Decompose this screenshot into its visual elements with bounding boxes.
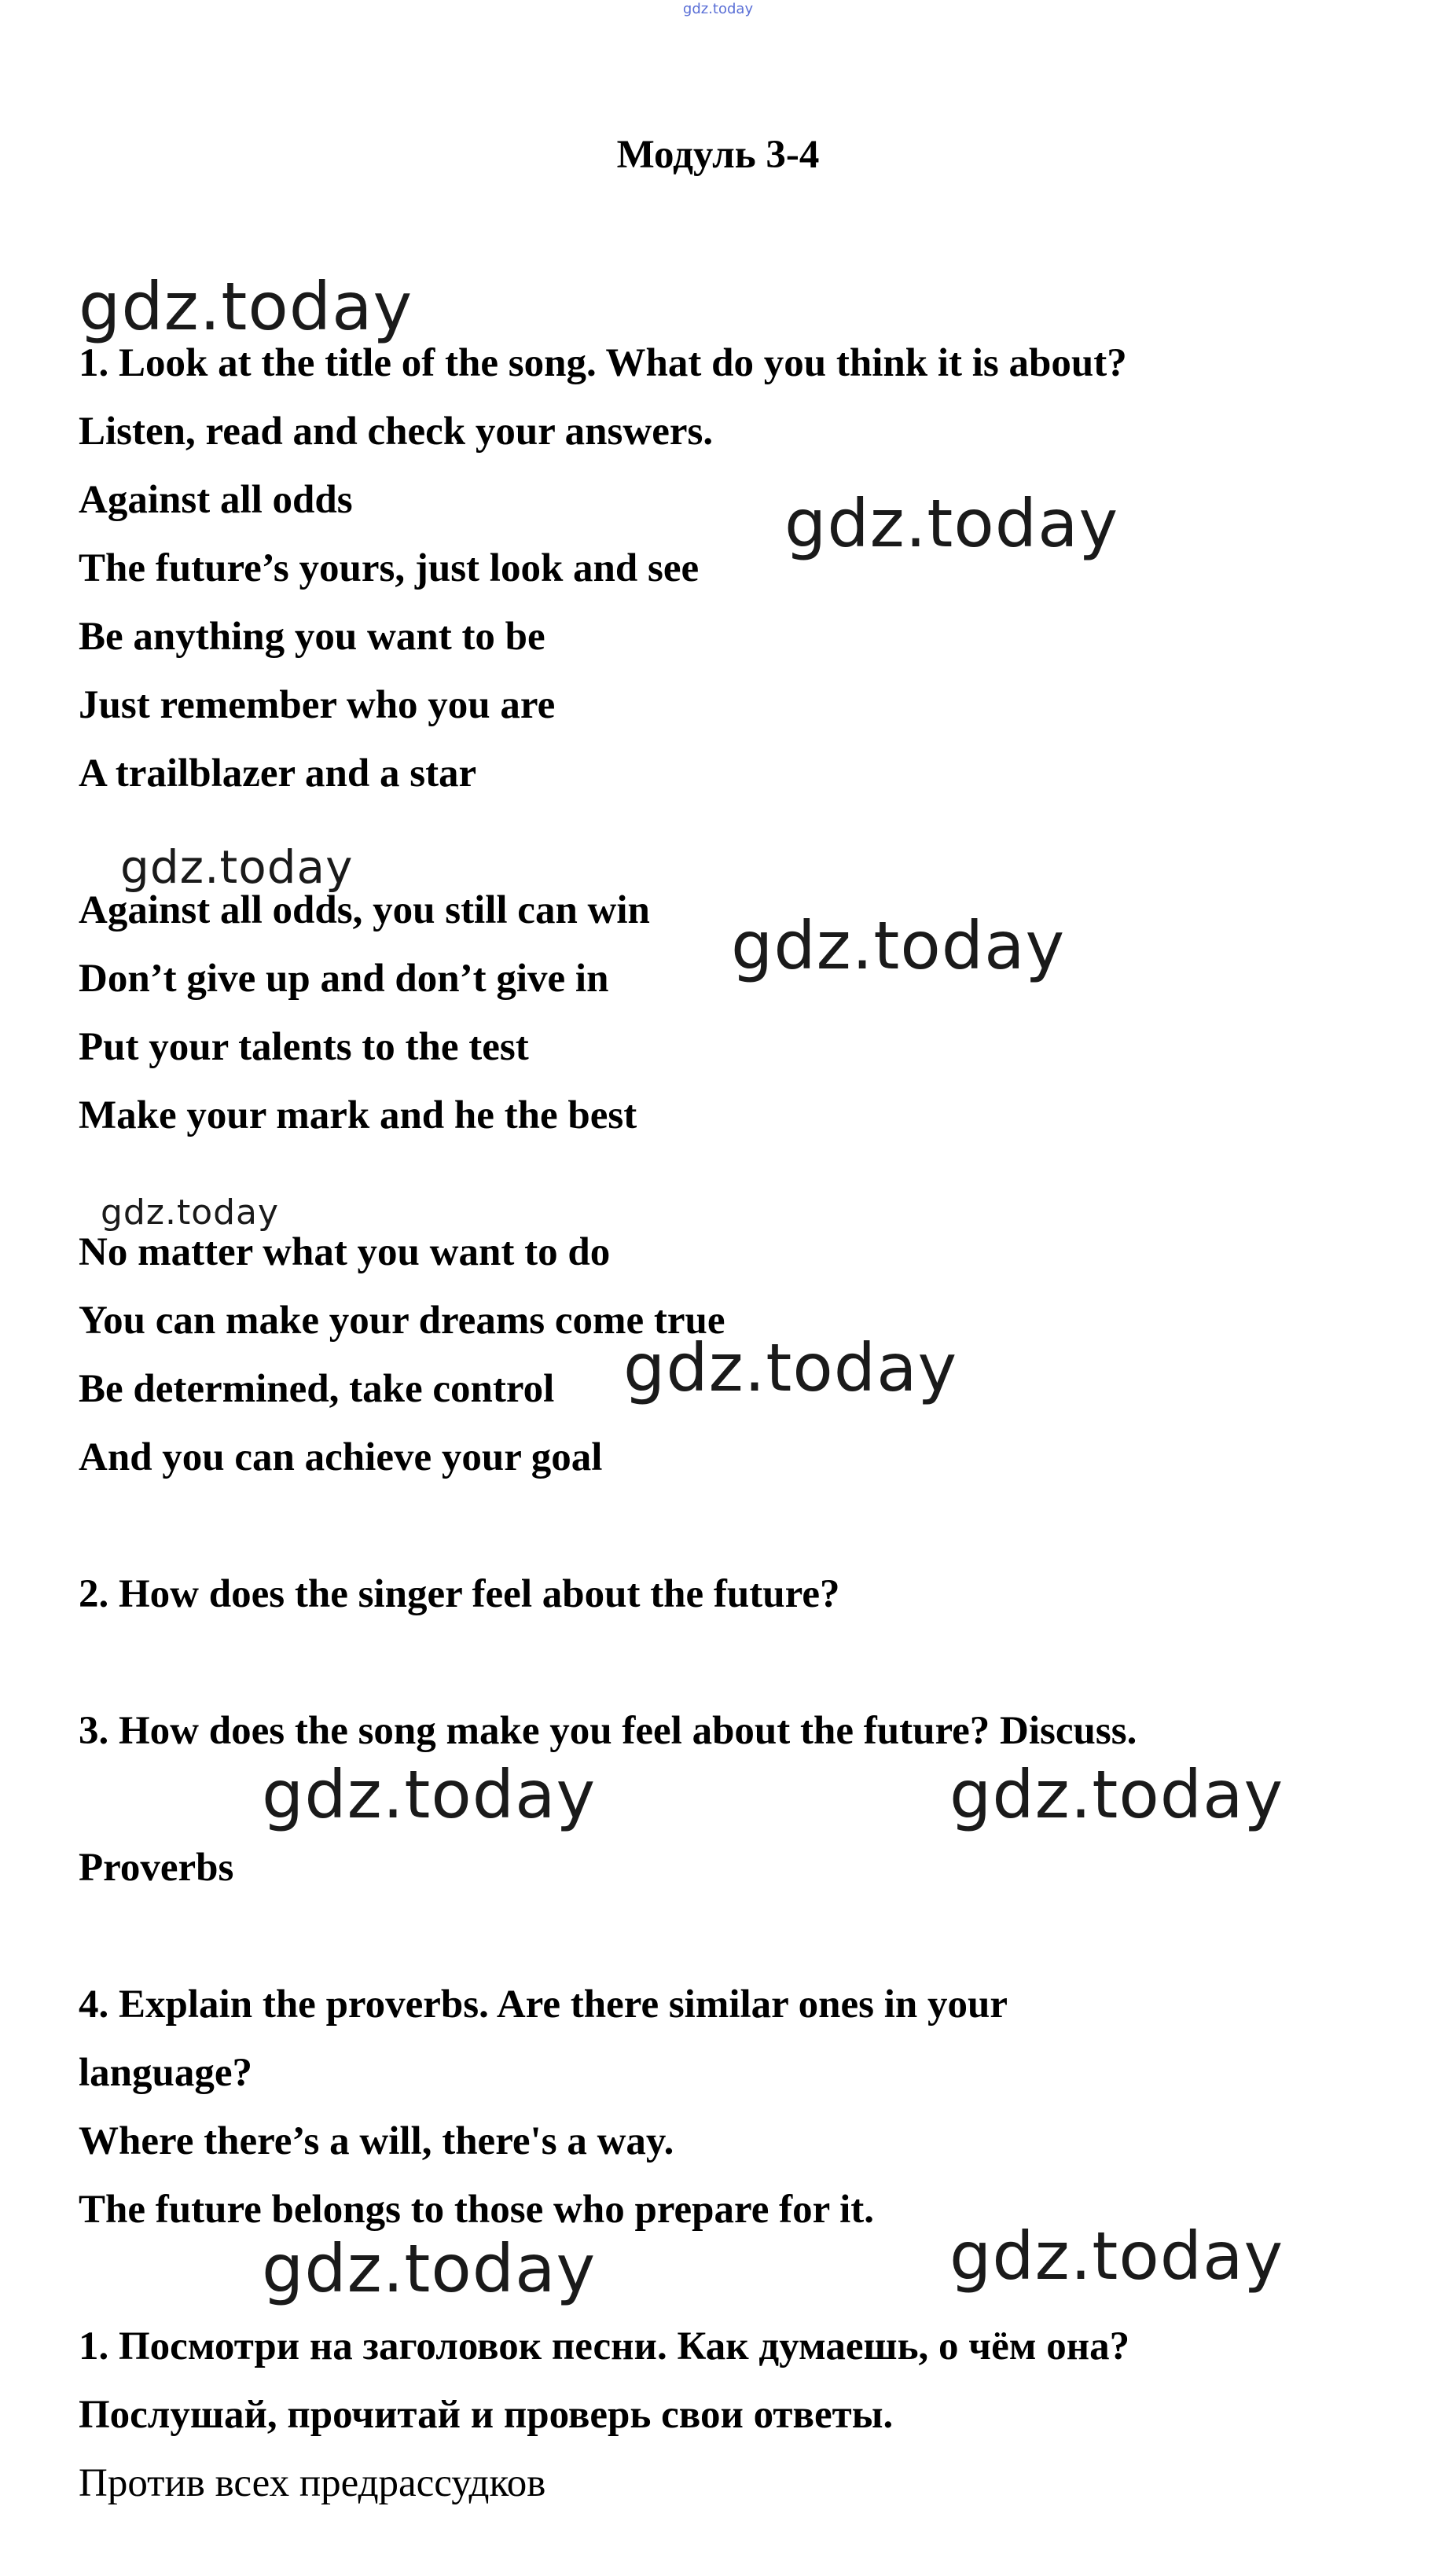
watermark: gdz.today xyxy=(949,1756,1284,1833)
song-title: Against all odds xyxy=(79,478,353,522)
proverb-line: The future belongs to those who prepare for it. xyxy=(79,2188,874,2232)
song-line: No matter what you want to do xyxy=(79,1230,611,1274)
watermark: gdz.today xyxy=(79,268,413,345)
page-title: Модуль 3-4 xyxy=(616,133,820,177)
song-line: Make your mark and he the best xyxy=(79,1093,637,1137)
watermark: gdz.today xyxy=(262,2230,597,2307)
song-line: Just remember who you are xyxy=(79,683,556,727)
song-line: Don’t give up and don’t give in xyxy=(79,957,609,1001)
watermark: gdz.today xyxy=(623,1329,958,1406)
proverbs-heading: Proverbs xyxy=(79,1846,234,1890)
watermark: gdz.today xyxy=(101,1192,280,1233)
translation-instruction-2: Послушай, прочитай и проверь свои ответы. xyxy=(79,2393,894,2437)
exercise-4-question-2: language? xyxy=(79,2051,253,2095)
song-line: The future’s yours, just look and see xyxy=(79,546,700,590)
header-watermark: gdz.today xyxy=(682,1,754,17)
watermark: gdz.today xyxy=(949,2218,1284,2295)
watermark: gdz.today xyxy=(784,485,1119,562)
exercise-1-instruction: 1. Look at the title of the song. What do you think it is about? xyxy=(79,341,1127,385)
song-line: Put your talents to the test xyxy=(79,1025,529,1069)
proverb-line: Where there’s a will, there's a way. xyxy=(79,2119,674,2163)
song-line: Be anything you want to be xyxy=(79,615,545,659)
song-line: Against all odds, you still can win xyxy=(79,888,650,932)
song-line: Be determined, take control xyxy=(79,1367,555,1411)
translation-instruction: 1. Посмотри на заголовок песни. Как думаешь, о чём она? xyxy=(79,2324,1130,2368)
watermark: gdz.today xyxy=(120,840,354,894)
song-line: You can make your dreams come true xyxy=(79,1299,725,1343)
exercise-3-question: 3. How does the song make you feel about the future? Discuss. xyxy=(79,1709,1137,1753)
song-line: And you can achieve your goal xyxy=(79,1435,603,1479)
translation-song-title: Против всех предрассудков xyxy=(79,2461,546,2505)
exercise-4-question: 4. Explain the proverbs. Are there similar ones in your xyxy=(79,1983,1008,2027)
exercise-1-instruction-2: Listen, read and check your answers. xyxy=(79,410,714,454)
song-line: A trailblazer and a star xyxy=(79,751,477,796)
watermark: gdz.today xyxy=(731,907,1066,984)
watermark: gdz.today xyxy=(262,1756,597,1833)
exercise-2-question: 2. How does the singer feel about the future? xyxy=(79,1572,840,1616)
